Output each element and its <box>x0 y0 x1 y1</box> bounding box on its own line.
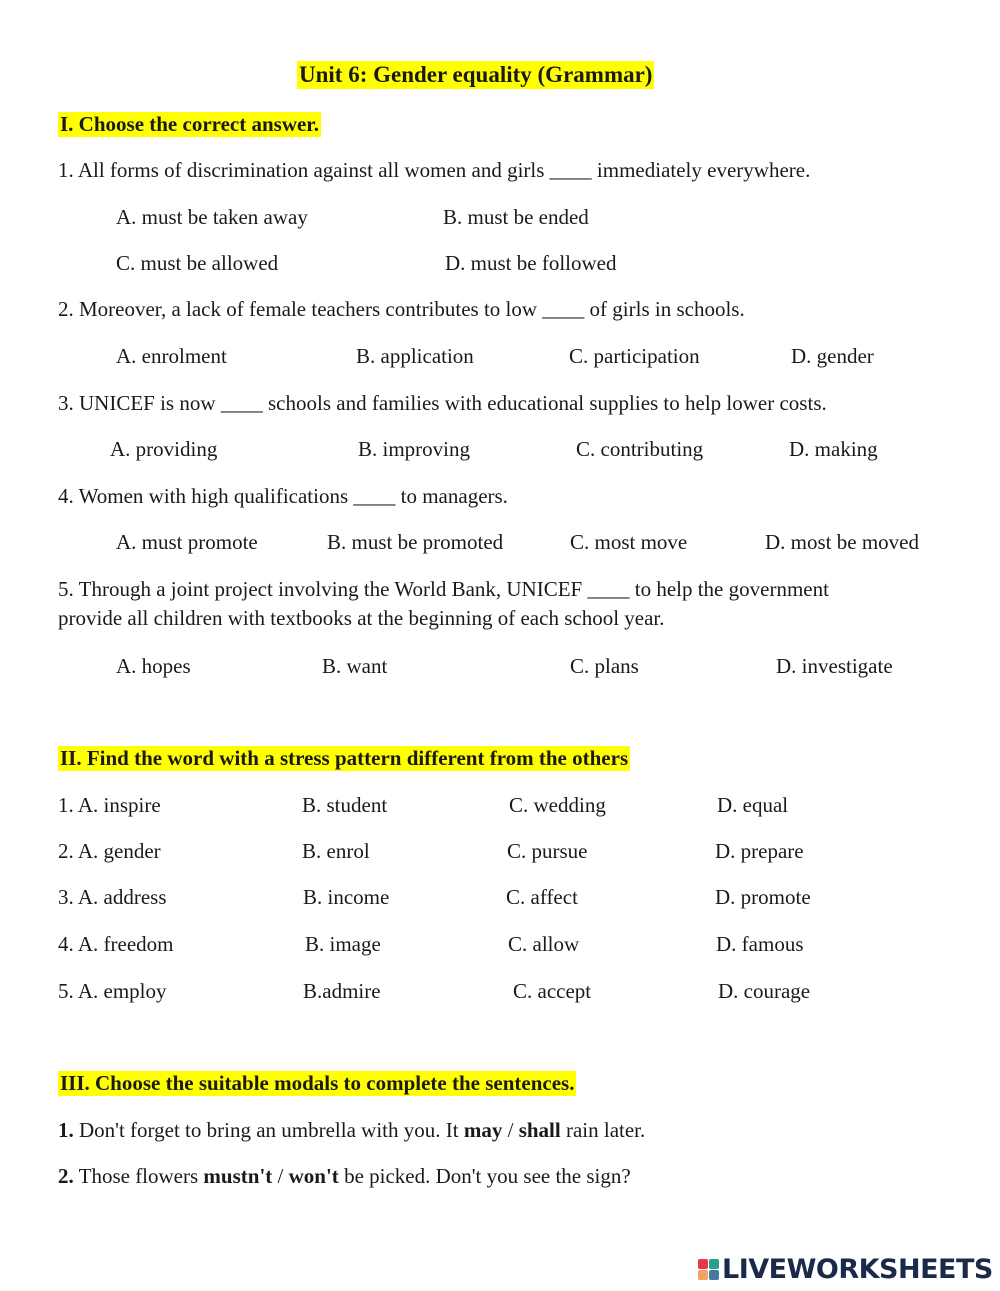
modal-2-choice-wont[interactable]: won't <box>288 1164 339 1188</box>
q1-option-b[interactable]: B. must be ended <box>443 205 589 229</box>
q4-option-b[interactable]: B. must be promoted <box>327 530 504 554</box>
q3-option-b[interactable]: B. improving <box>358 437 471 461</box>
stress-row-2-a[interactable]: 2. A. gender <box>58 839 161 863</box>
q2-option-b[interactable]: B. application <box>356 344 474 368</box>
stress-row-3-a[interactable]: 3. A. address <box>58 885 167 909</box>
modal-2-choice-mustnt[interactable]: mustn't <box>203 1164 273 1188</box>
question-4-text: 4. Women with high qualifications ____ to managers. <box>58 484 508 508</box>
logo-tile <box>709 1259 719 1269</box>
modal-2-before: Those flowers <box>73 1164 204 1188</box>
stress-row-1-c[interactable]: C. wedding <box>509 793 606 817</box>
section-2-heading: II. Find the word with a stress pattern different from the others <box>60 746 629 770</box>
question-1-text: 1. All forms of discrimination against all women and girls ____ immediately everywhere. <box>58 158 811 182</box>
stress-row-1-b[interactable]: B. student <box>302 793 388 817</box>
page-title: Unit 6: Gender equality (Grammar) <box>299 62 653 87</box>
q2-option-a[interactable]: A. enrolment <box>116 344 227 368</box>
stress-row-2-b[interactable]: B. enrol <box>302 839 370 863</box>
liveworksheets-logo <box>698 1254 993 1285</box>
logo-tile <box>709 1270 719 1280</box>
logo-tile <box>698 1270 708 1280</box>
modal-sentence-2 <box>58 1164 631 1189</box>
stress-row-4-d[interactable]: D. famous <box>716 932 804 956</box>
q4-option-a[interactable]: A. must promote <box>116 530 258 554</box>
stress-row-3-b[interactable]: B. income <box>303 885 390 909</box>
modal-2-number: 2. <box>58 1164 74 1188</box>
logo-tiles-icon <box>698 1259 719 1280</box>
stress-row-5-a[interactable]: 5. A. employ <box>58 979 167 1003</box>
modal-1-number: 1. <box>58 1118 74 1142</box>
section-1-heading: I. Choose the correct answer. <box>60 112 319 136</box>
q2-option-c[interactable]: C. participation <box>569 344 700 368</box>
section-3-heading: III. Choose the suitable modals to complete the sentences. <box>60 1071 575 1095</box>
modal-1-before: Don't forget to bring an umbrella with you. It <box>73 1118 464 1142</box>
q1-option-a[interactable]: A. must be taken away <box>116 205 308 229</box>
q5-option-d[interactable]: D. investigate <box>776 654 893 678</box>
q3-option-a[interactable]: A. providing <box>110 437 218 461</box>
question-2-text: 2. Moreover, a lack of female teachers contributes to low ____ of girls in schools. <box>58 297 745 321</box>
logo-tile <box>698 1259 708 1269</box>
q1-option-c[interactable]: C. must be allowed <box>116 251 279 275</box>
logo-text: LIVEWORKSHEETS <box>722 1254 993 1285</box>
q2-option-d[interactable]: D. gender <box>791 344 874 368</box>
modal-1-after: rain later. <box>565 1118 646 1142</box>
stress-row-2-c[interactable]: C. pursue <box>507 839 588 863</box>
stress-row-5-c[interactable]: C. accept <box>513 979 592 1003</box>
modal-1-choice-shall[interactable]: shall <box>518 1118 561 1142</box>
q5-option-c[interactable]: C. plans <box>570 654 639 678</box>
q5-option-a[interactable]: A. hopes <box>116 654 191 678</box>
modal-2-after: be picked. Don't you see the sign? <box>344 1164 631 1188</box>
q3-option-d[interactable]: D. making <box>789 437 878 461</box>
question-5-text-line1: 5. Through a joint project involving the World Bank, UNICEF ____ to help the government <box>58 577 829 601</box>
modal-1-choice-may[interactable]: may <box>463 1118 503 1142</box>
stress-row-1-d[interactable]: D. equal <box>717 793 789 817</box>
question-3-text: 3. UNICEF is now ____ schools and families with educational supplies to help lower costs. <box>58 391 827 415</box>
stress-row-5-b[interactable]: B.admire <box>303 979 381 1003</box>
modal-1-separator: / <box>502 1118 519 1142</box>
q4-option-c[interactable]: C. most move <box>570 530 688 554</box>
stress-row-5-d[interactable]: D. courage <box>718 979 811 1003</box>
modal-sentence-1 <box>58 1118 645 1143</box>
stress-row-3-c[interactable]: C. affect <box>506 885 578 909</box>
stress-row-4-c[interactable]: C. allow <box>508 932 580 956</box>
stress-row-2-d[interactable]: D. prepare <box>715 839 804 863</box>
stress-row-4-b[interactable]: B. image <box>305 932 381 956</box>
stress-row-3-d[interactable]: D. promote <box>715 885 811 909</box>
stress-row-1-a[interactable]: 1. A. inspire <box>58 793 161 817</box>
question-5-text-line2: provide all children with textbooks at the beginning of each school year. <box>58 606 665 630</box>
q5-option-b[interactable]: B. want <box>322 654 388 678</box>
stress-row-4-a[interactable]: 4. A. freedom <box>58 932 174 956</box>
q4-option-d[interactable]: D. most be moved <box>765 530 919 554</box>
q3-option-c[interactable]: C. contributing <box>576 437 704 461</box>
q1-option-d[interactable]: D. must be followed <box>445 251 617 275</box>
modal-2-separator: / <box>272 1164 289 1188</box>
